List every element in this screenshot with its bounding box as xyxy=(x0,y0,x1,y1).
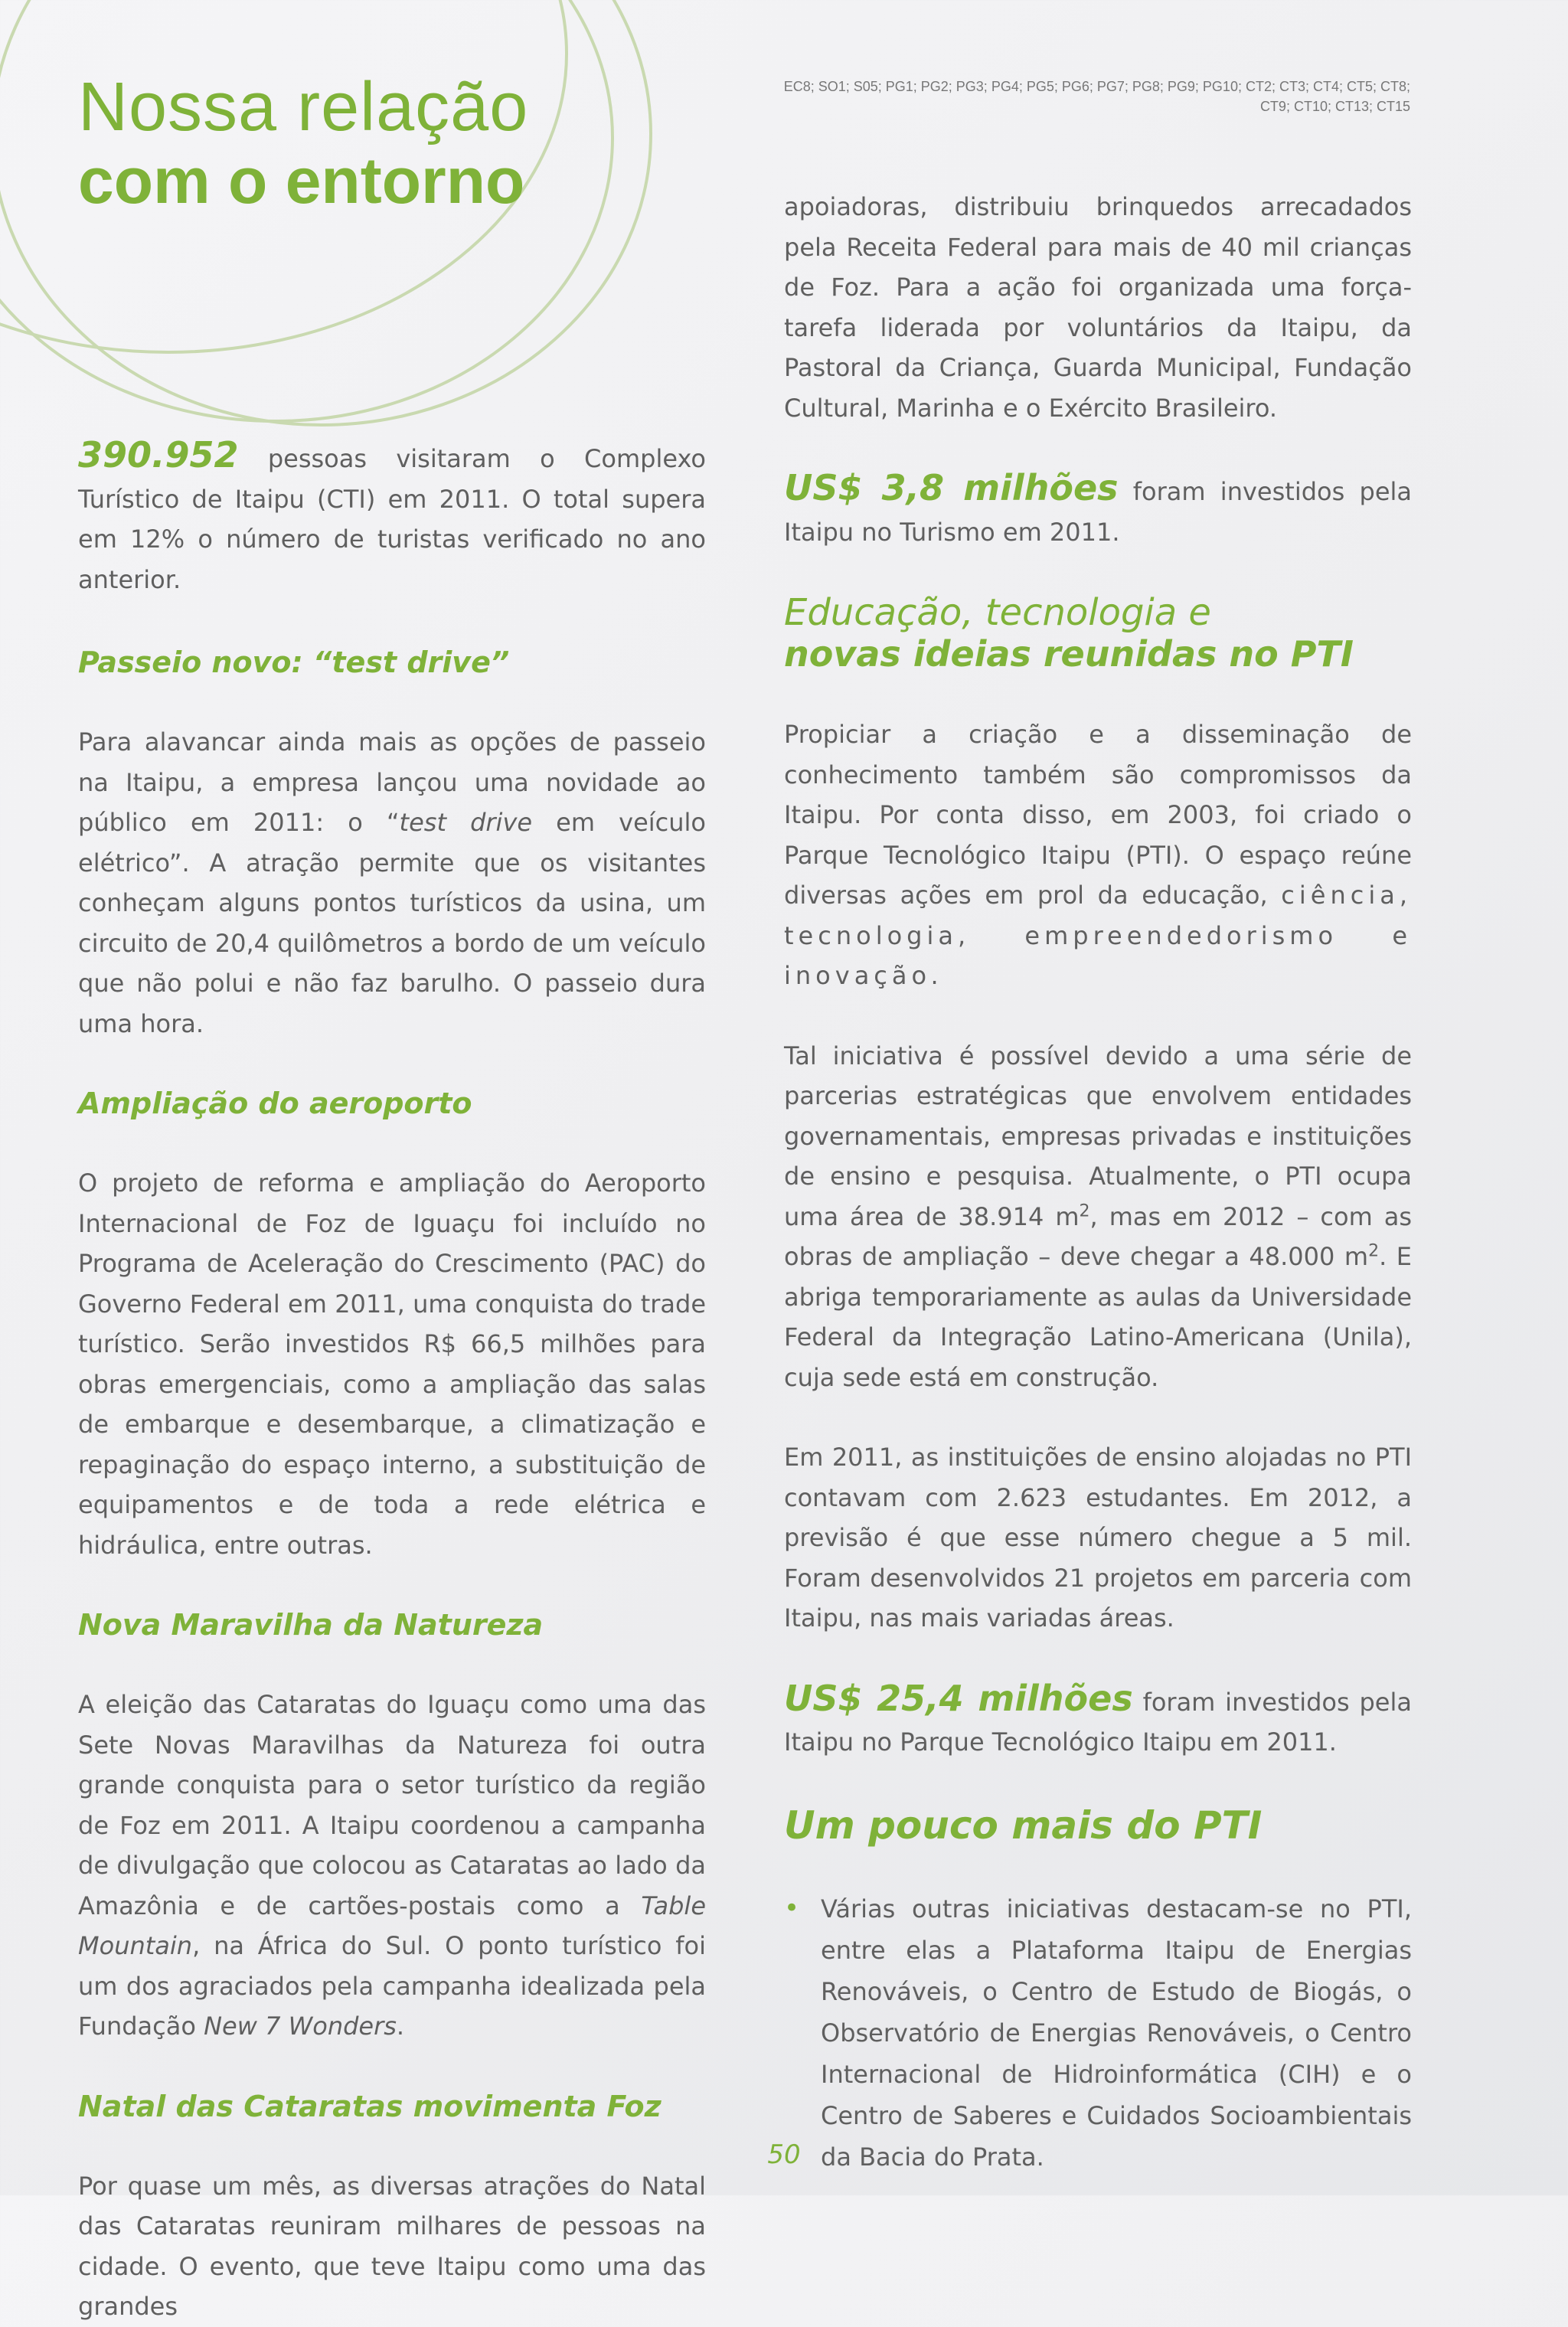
paragraph-italic: test drive xyxy=(399,808,533,837)
stat-visitors xyxy=(78,435,706,600)
paragraph-natal-cont: apoiadoras, distribuiu brinquedos arrecadados pela Receita Federal para mais de 40 mil crianças de Foz. Para a ação foi organizada uma força-tarefa liderada por voluntários da Itaipu, da Pastoral da Criança, Guarda Municipal, Fundação Cultural, Marinha e o Exército Brasileiro. xyxy=(784,192,1412,423)
page-number: 50 xyxy=(767,2139,801,2170)
paragraph-natureza xyxy=(78,1685,706,2047)
section-title-aeroporto xyxy=(78,1083,706,1123)
paragraph-aeroporto: O projeto de reforma e ampliação do Aeroporto Internacional de Foz de Iguaçu foi incluído no Programa de Aceleração do Crescimento (PAC) do Governo Federal em 2011, uma conquista do trade turístico. Serão investidos R$ 66,5 milhões para obras emergenciais, como a ampliação das salas de embarque e desembarque, a climatização e repaginação do espaço interno, a substituição de equipamentos e de toda a rede elétrica e hidráulica, entre outras. xyxy=(78,1168,706,1560)
stat-visitors-number: 390.952 xyxy=(78,434,239,476)
section-title-bold: mais do PTI xyxy=(1011,1802,1263,1848)
bullet-icon: • xyxy=(784,1892,800,1923)
section-title-light: Um pouco xyxy=(784,1802,1012,1848)
paragraph-text: Propiciar a criação e a disseminação de conhecimento também são compromissos da Itaipu. Por conta disso, em 2003, foi criado o Parque Tecnológico Itaipu (PTI). O espaço reúne diversas ações em prol da educação, xyxy=(784,720,1412,910)
section-title-bold: da Natureza xyxy=(343,1608,544,1642)
paragraph-natal: Por quase um mês, as diversas atrações do Natal das Cataratas reuniram milhares de pessoas na cidade. O evento, que teve Itaipu como uma das grandes xyxy=(78,2171,706,2321)
stat-turismo-text: foram investidos pela Itaipu no Turismo em 2011. xyxy=(784,477,1413,547)
paragraph-text: ciência, tecnologia, empreendedorismo e inovação. xyxy=(784,881,1412,990)
section-title-test-drive xyxy=(78,642,706,682)
page-title-line2: com o entorno xyxy=(78,145,525,217)
gri-codes: EC8; SO1; S05; PG1; PG2; PG3; PG4; PG5; PG6; PG7; PG8; PG9; PG10; CT2; CT3; CT4; CT5; CT8; CT9; CT10; CT13; CT15 xyxy=(783,79,1410,114)
section-title-light: Natal das Cataratas xyxy=(78,2089,413,2123)
list-item xyxy=(784,1888,1412,2178)
paragraph-text: . xyxy=(396,2012,405,2041)
paragraph-pti-estudantes: Em 2011, as instituições de ensino alojadas no PTI contavam com 2.623 estudantes. Em 2012, a previsão é que esse número chegue a 5 mil. Foram desenvolvidos 21 projetos em parceria com Itaipu, nas mais variadas áreas. xyxy=(784,1443,1412,1632)
section-title-bold: “test drive” xyxy=(312,645,510,679)
paragraph-test-drive xyxy=(78,722,706,1044)
paragraph-text: em veículo elétrico”. A atração permite que os visitantes conheçam alguns pontos turísticos da usina, um circuito de 20,4 quilômetros a bordo de um veículo que não polui e não faz barulho. O passeio dura uma hora. xyxy=(78,808,707,1038)
section-title-natal xyxy=(78,2087,706,2126)
section-title-light: Nova Maravilha xyxy=(78,1608,344,1642)
paragraph-text: , mas em 2012 – com as obras de ampliação – deve chegar a 48.000 m xyxy=(784,1201,1413,1271)
paragraph-text: . E abriga temporariamente as aulas da Universidade Federal da Integração Latino-Americana (Unila), cuja sede está em construção. xyxy=(784,1242,1413,1392)
right-column xyxy=(784,187,1412,2178)
stat-turismo-number: US$ 3,8 milhões xyxy=(784,467,1119,508)
superscript: 2 xyxy=(1079,1201,1090,1221)
paragraph-pti-intro xyxy=(784,714,1412,996)
section-title-bold: novas ideias reunidas no PTI xyxy=(784,633,1354,675)
paragraph-text: Tal iniciativa é possível devido a uma série de parcerias estratégicas que envolvem entidades governamentais, empresas privadas e instituições de ensino e pesquisa. Atualmente, o PTI ocupa uma área de 38.914 m xyxy=(784,1041,1412,1231)
page-title-line1: Nossa relação xyxy=(78,69,529,145)
paragraph-text: , na África do Sul. O ponto turístico foi um dos agraciados pela campanha idealizada pela Fundação xyxy=(78,1931,706,2041)
paragraph-pti-parcerias xyxy=(784,1036,1412,1398)
stat-pti-text: foram investidos pela Itaipu no Parque Tecnológico Itaipu em 2011. xyxy=(784,1687,1412,1757)
list-item-text: Várias outras iniciativas destacam-se no PTI, entre elas a Plataforma Itaipu de Energias Renováveis, o Centro de Estudo de Biogás, o Observatório de Energias Renováveis, o Centro Internacional de Hidroinformática (CIH) e o Centro de Saberes e Cuidados Socioambientais da Bacia do Prata. xyxy=(821,1894,1412,2172)
section-title-mais-pti xyxy=(784,1802,1412,1848)
stat-pti-number: US$ 25,4 milhões xyxy=(784,1677,1133,1719)
stat-pti xyxy=(784,1678,1412,1763)
section-title-bold: movimenta Foz xyxy=(413,2089,662,2123)
section-title-pti xyxy=(784,592,1412,675)
paragraph-text: Para alavancar ainda mais as opções de passeio na Itaipu, a empresa lançou uma novidade ao público em 2011: o “ xyxy=(78,727,706,837)
page-title xyxy=(78,70,528,217)
left-column xyxy=(78,435,706,2327)
stat-turismo xyxy=(784,468,1412,552)
section-title-light: Educação, tecnologia e xyxy=(784,591,1211,634)
section-title-bold: aeroporto xyxy=(309,1087,472,1120)
superscript: 2 xyxy=(1368,1241,1380,1261)
section-title-natureza xyxy=(78,1605,706,1645)
stat-visitors-text: pessoas visitaram o Complexo Turístico de Itaipu (CTI) em 2011. O total supera em 12% o número de turistas verificado no ano anterior. xyxy=(78,444,706,594)
section-title-light: Passeio novo: xyxy=(78,645,313,679)
section-title-light: Ampliação do xyxy=(78,1087,309,1120)
paragraph-italic: Table Mountain xyxy=(78,1891,706,1960)
paragraph-italic: New 7 Wonders xyxy=(204,2012,397,2041)
paragraph-text: A eleição das Cataratas do Iguaçu como uma das Sete Novas Maravilhas da Natureza foi outra grande conquista para o setor turístico da região de Foz em 2011. A Itaipu coordenou a campanha de divulgação que colocou as Cataratas ao lado da Amazônia e de cartões-postais como a xyxy=(78,1690,706,1920)
